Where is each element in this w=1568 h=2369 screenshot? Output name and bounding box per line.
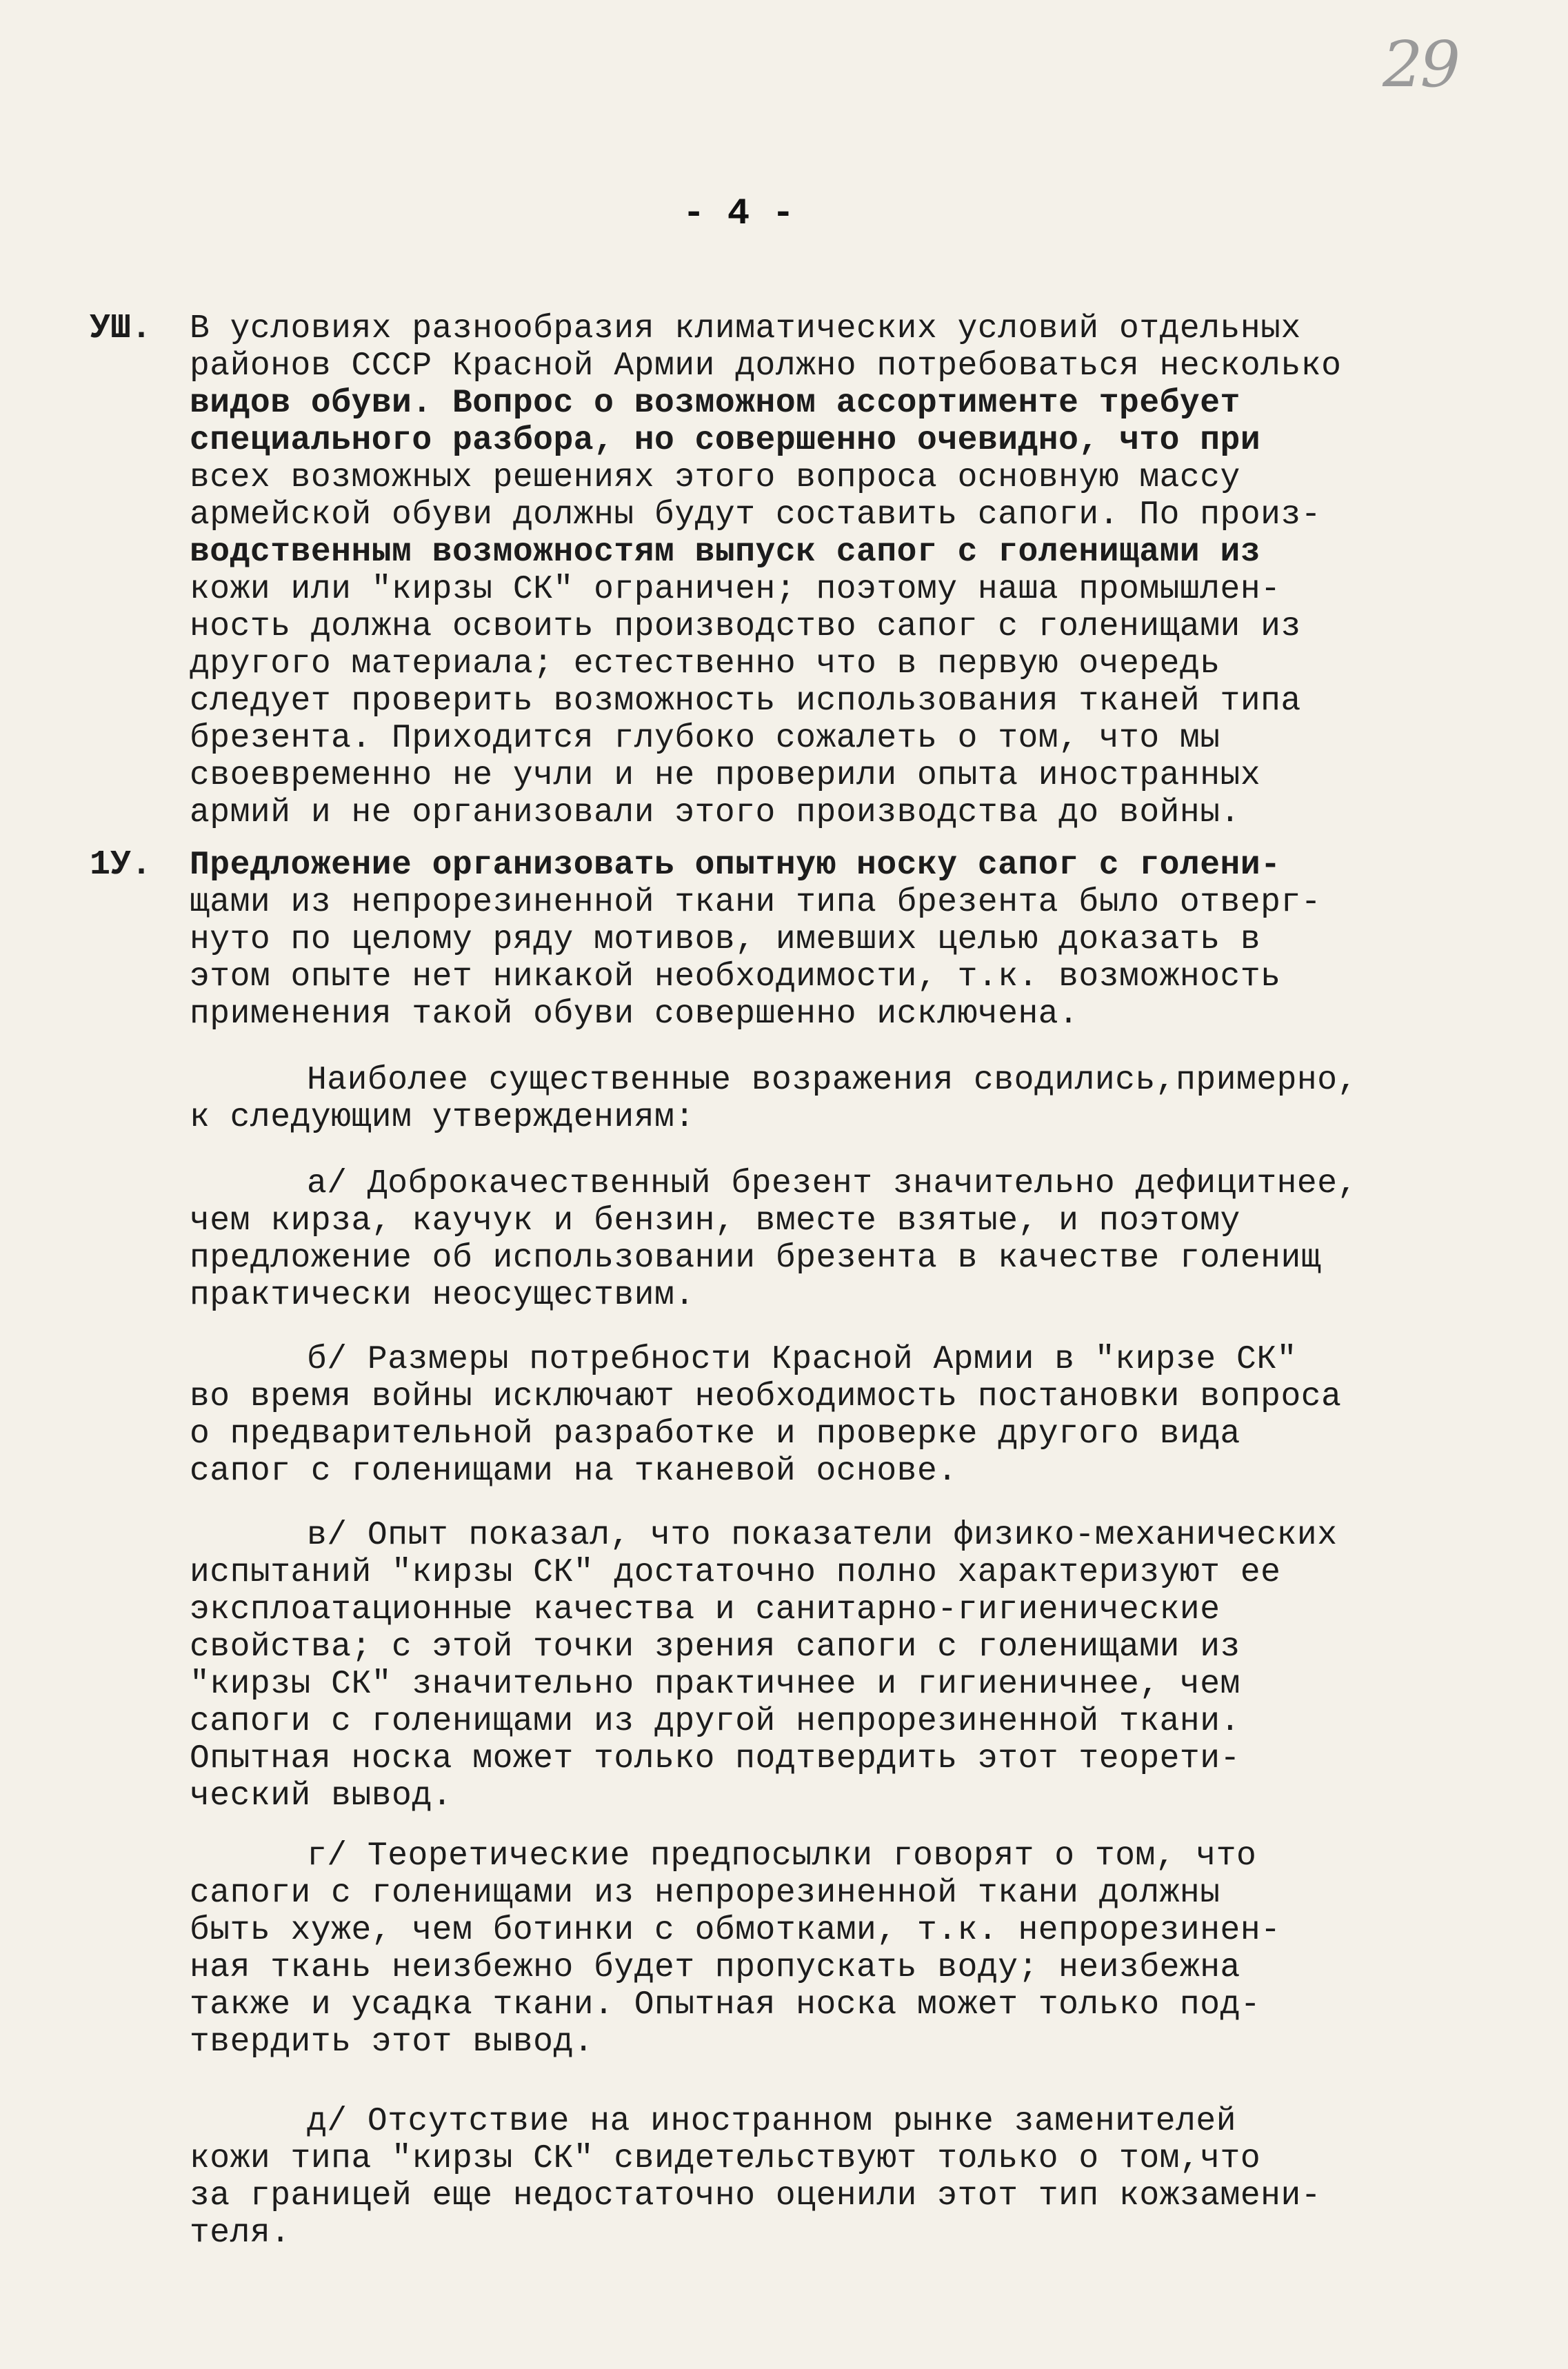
text-line: сапоги с голенищами из непрорезиненной ткани должны [190,1875,1220,1912]
text-line: районов СССР Красной Армии должно потребоваться несколько [190,347,1342,385]
text-line: Предложение организовать опытную носку сапог с голени- [190,847,1281,884]
text-line: нуто по целому ряду мотивов, имевших целью доказать в [190,921,1261,958]
text-line: чем кирза, каучук и бензин, вместе взятые, и поэтому [190,1202,1240,1240]
text-line: своевременно не учли и не проверили опыта иностранных [190,757,1261,794]
text-line: этом опыте нет никакой необходимости, т.к. возможность [190,958,1281,996]
text-line: другого материала; естественно что в первую очередь [190,645,1220,683]
text-line: следует проверить возможность использования тканей типа [190,683,1301,720]
text-line: армейской обуви должны будут составить сапоги. По произ- [190,496,1322,534]
handwritten-page-number: 29 [1383,28,1458,101]
text-line: быть хуже, чем ботинки с обмотками, т.к. непрорезинен- [190,1912,1281,1949]
text-line: свойства; с этой точки зрения сапоги с голенищами из [190,1629,1240,1666]
text-line: Наиболее существенные возражения сводились,примерно, [307,1062,1358,1099]
text-line: ная ткань неизбежно будет пропускать воду; неизбежна [190,1949,1240,1986]
objection-item-a [190,1165,1358,1314]
text-line: за границей еще недостаточно оценили этот тип кожзамени- [190,2177,1322,2215]
objections-intro [190,1062,1358,1136]
text-line: кожи типа "кирзы СК" свидетельствуют только о том,что [190,2140,1261,2177]
objection-item-g [190,1837,1280,2061]
text-line: во время войны исключают необходимость постановки вопроса [190,1378,1342,1415]
text-line: ность должна освоить производство сапог с голенищами из [190,608,1301,645]
text-line: Опытная носка может только подтвердить этот теорети- [190,1740,1240,1777]
text-line: брезента. Приходится глубоко сожалеть о том, что мы [190,720,1220,757]
text-line: ческий вывод. [190,1777,452,1815]
text-line: видов обуви. Вопрос о возможном ассортименте требует [190,385,1240,422]
section-iv-paragraph [190,847,1321,1033]
text-line: б/ Размеры потребности Красной Армии в "кирзе СК" [307,1341,1297,1378]
text-line: а/ Доброкачественный брезент значительно дефицитнее, [307,1165,1358,1202]
section-iv-marker: 1У. [90,845,152,885]
text-line: всех возможных решениях этого вопроса основную массу [190,459,1240,496]
text-line: г/ Теоретические предпосылки говорят о том, что [307,1837,1257,1875]
section-viii-paragraph [190,310,1341,831]
text-line: В условиях разнообразия климатических условий отдельных [190,310,1301,347]
text-line: кожи или "кирзы СК" ограничен; поэтому наша промышлен- [190,571,1281,608]
text-line: твердить этот вывод. [190,2024,594,2061]
text-line: теля. [190,2215,291,2252]
text-line: предложение об использовании брезента в качестве голенищ [190,1240,1322,1277]
text-line: д/ Отсутствие на иностранном рынке заменителей [307,2103,1237,2140]
text-line: армий и не организовали этого производства до войны. [190,794,1240,831]
text-line: сапоги с голенищами из другой непрорезиненной ткани. [190,1703,1240,1740]
text-line: о предварительной разработке и проверке другого вида [190,1415,1240,1453]
text-line: эксплоатационные качества и санитарно-гигиенические [190,1591,1220,1629]
objection-item-v [190,1517,1338,1815]
text-line: щами из непрорезиненной ткани типа брезента было отверг- [190,884,1322,921]
text-line: в/ Опыт показал, что показатели физико-механических [307,1517,1338,1554]
objection-item-d [190,2103,1321,2252]
text-line: водственным возможностям выпуск сапог с голенищами из [190,534,1261,571]
text-line: "кирзы СК" значительно практичнее и гигиеничнее, чем [190,1666,1240,1703]
text-line: также и усадка ткани. Опытная носка может только под- [190,1986,1261,2024]
text-line: специального разбора, но совершенно очевидно, что при [190,422,1261,459]
text-line: практически неосуществим. [190,1277,695,1314]
typed-page-number: - 4 - [683,193,795,235]
text-line: к следующим утверждениям: [190,1099,695,1136]
text-line: применения такой обуви совершенно исключена. [190,996,1079,1033]
objection-item-b [190,1341,1341,1490]
text-line: сапог с голенищами на тканевой основе. [190,1453,958,1490]
text-line: испытаний "кирзы СК" достаточно полно характеризуют ее [190,1554,1281,1591]
section-viii-marker: УШ. [90,309,152,348]
